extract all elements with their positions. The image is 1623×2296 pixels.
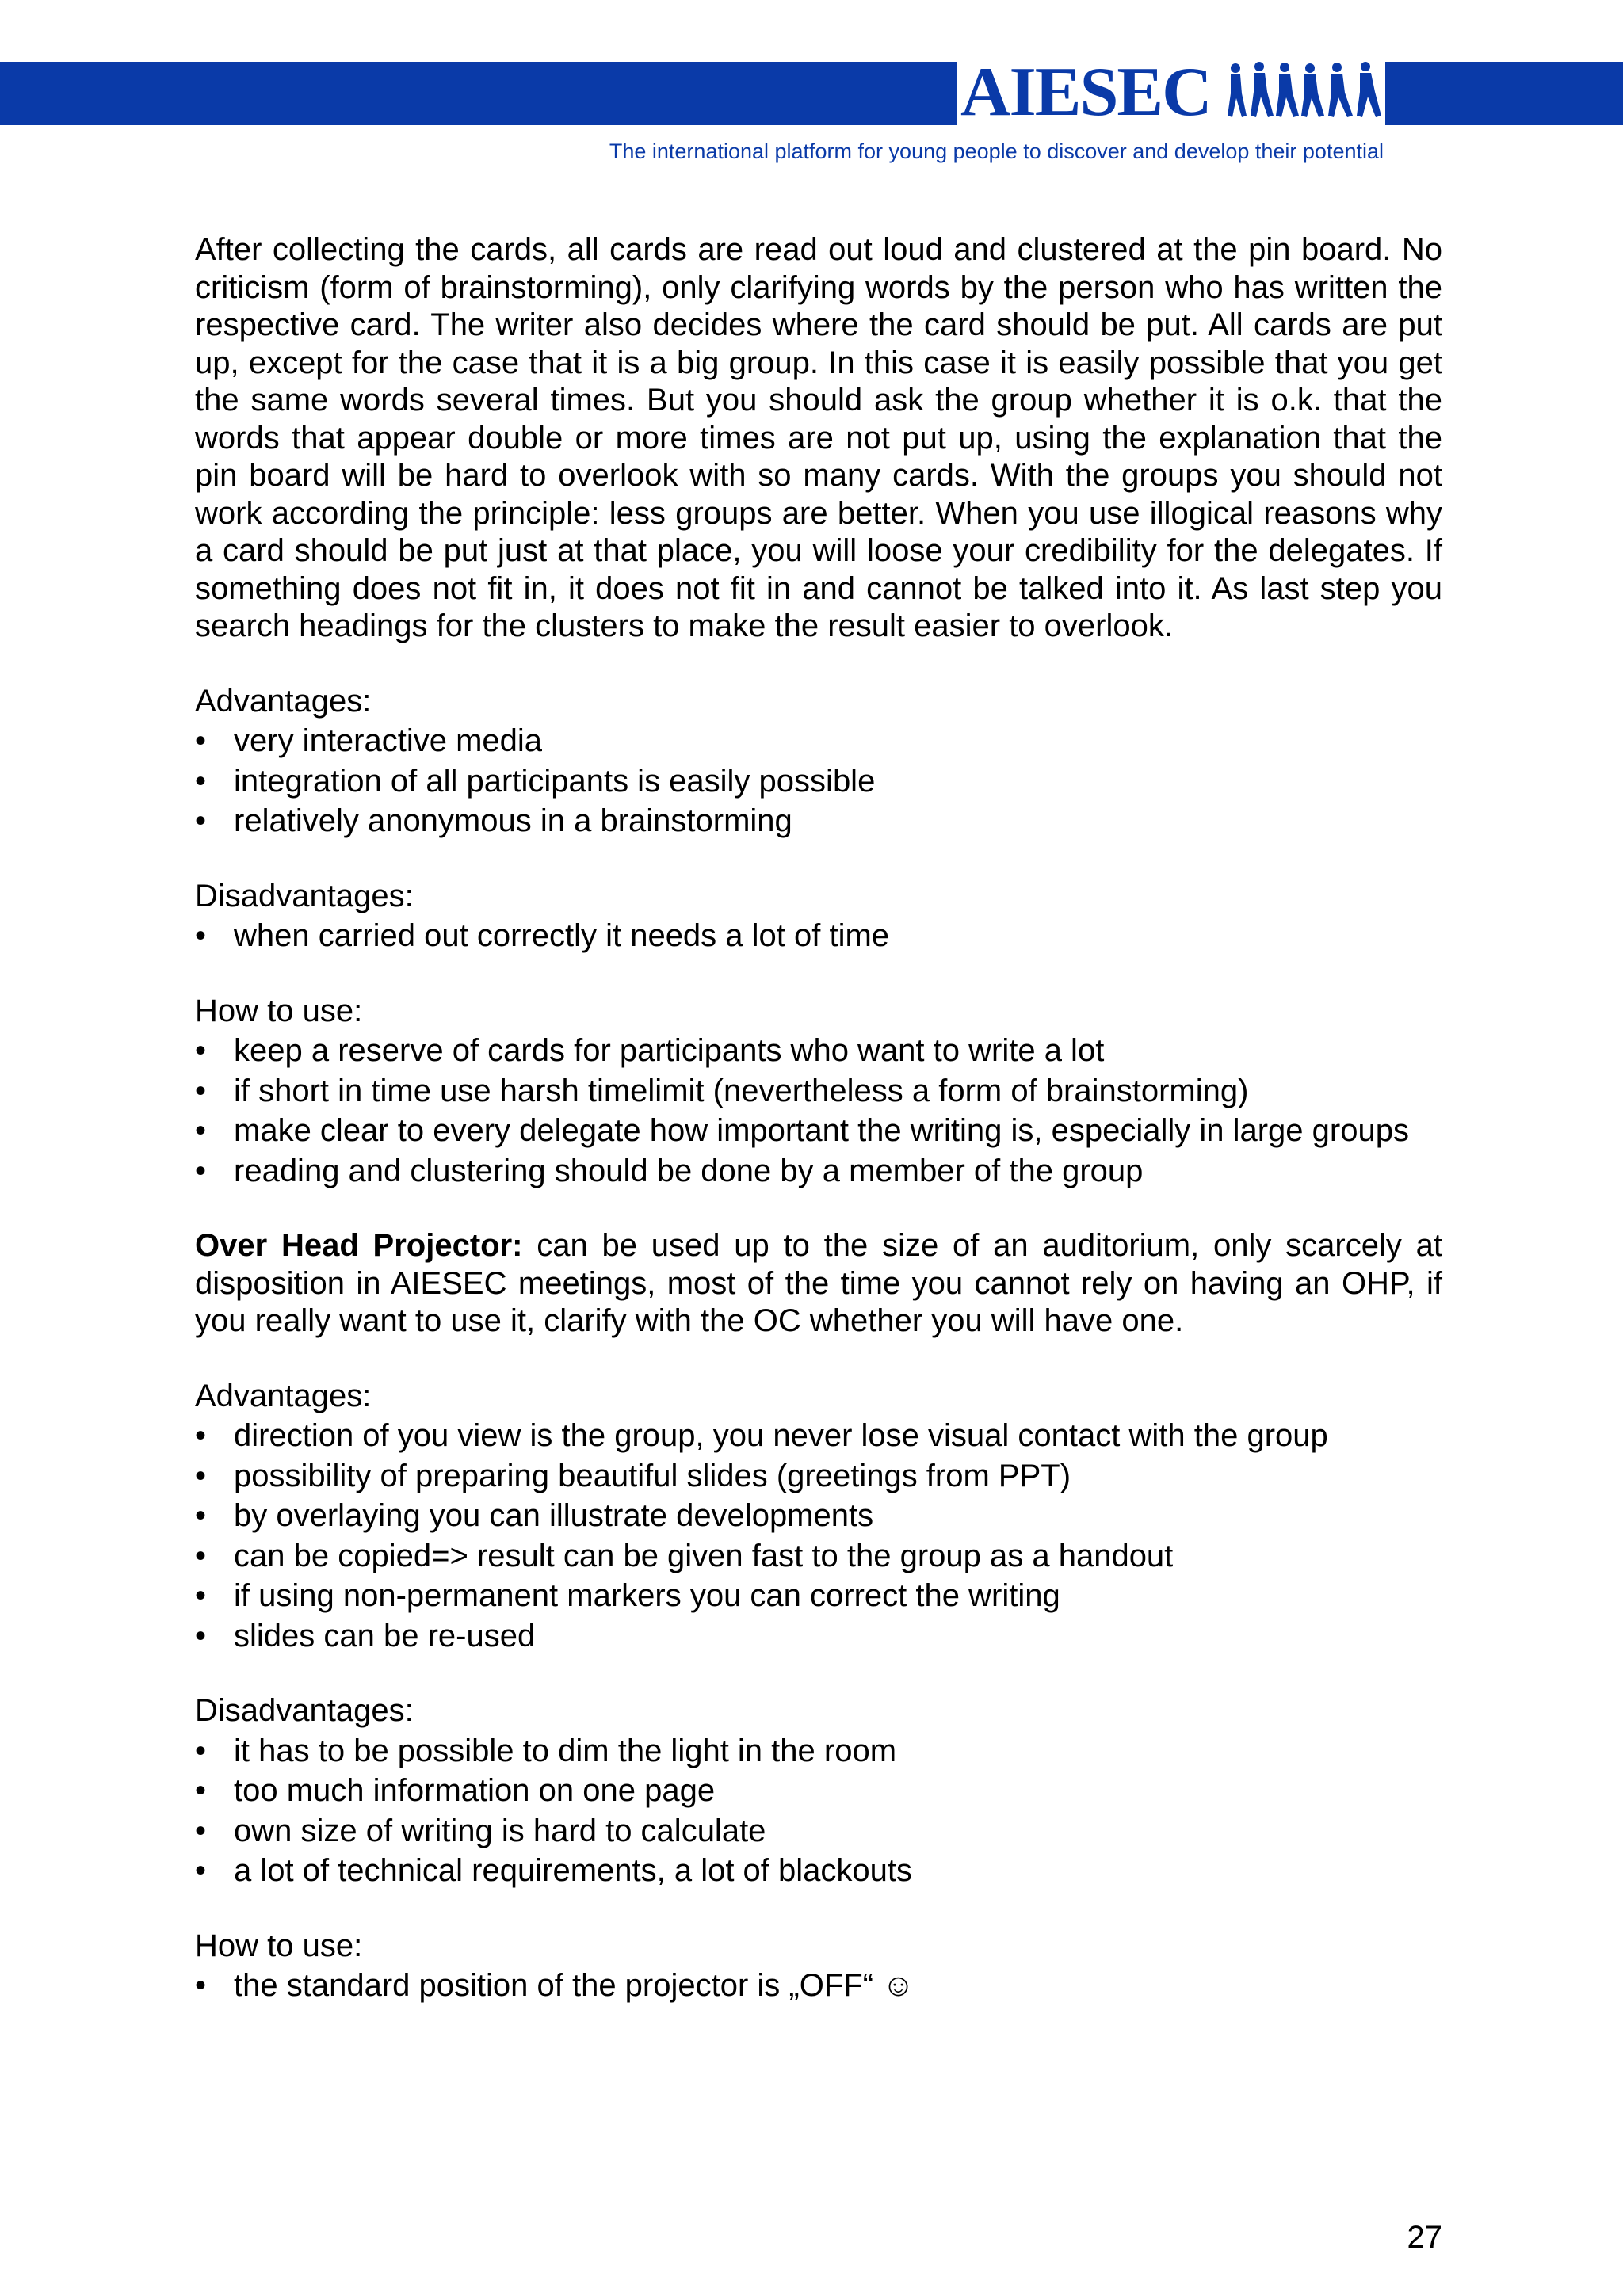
ohp-description: can be used up to the size of an auditorium, only scarcely at disposition in AIESEC meetings, most of the time you cannot rely on having an OHP, if you really want to use it, clarify with the OC whether you will have one. (195, 1228, 1442, 1338)
page-number: 27 (1407, 2220, 1442, 2255)
pinboard-advantages-label: Advantages: (195, 683, 372, 719)
ohp-disadvantages-list (195, 1733, 1442, 1890)
list-item: • relatively anonymous in a brainstorming (195, 803, 1442, 841)
list-item: • integration of all participants is easily possible (195, 763, 1442, 801)
list-item: • keep a reserve of cards for participants who want to write a lot (195, 1032, 1442, 1070)
pinboard-howto-label: How to use: (195, 993, 363, 1028)
ohp-howto-list (195, 1967, 1442, 2005)
ohp-howto-label: How to use: (195, 1928, 363, 1963)
ohp-advantages-label: Advantages: (195, 1378, 372, 1413)
list-item: • very interactive media (195, 723, 1442, 761)
aiesec-logo: AIESEC (960, 54, 1211, 131)
tagline: The international platform for young people to discover and develop their potential (609, 139, 1384, 163)
list-item: • it has to be possible to dim the light in the room (195, 1733, 1442, 1771)
list-item: • too much information on one page (195, 1772, 1442, 1810)
pinboard-howto-list (195, 1032, 1442, 1190)
list-item: • reading and clustering should be done by a member of the group (195, 1153, 1442, 1191)
list-item: • can be copied=> result can be given fast to the group as a handout (195, 1538, 1442, 1576)
walking-people-logo-icon (1224, 60, 1383, 125)
ohp-paragraph (195, 1227, 1442, 1341)
intro-paragraph: After collecting the cards, all cards are read out loud and clustered at the pin board. No criticism (form of brainstorming), only clarifying words by the person who has written the respective card. The writer also decides where the card should be put. All cards are put up, except for the case that it is a big group. In this case it is easily possible that you get the same words several times. But you should ask the group whether it is o.k. that the words that appear double or more times are not put up, using the explanation that the pin board will be hard to overlook with so many cards. With the groups you should not work according the principle: less groups are better. When you use illogical reasons why a card should be put just at that place, you will loose your credibility for the delegates. If something does not fit in, it does not fit in and cannot be talked into it. As last step you search headings for the clusters to make the result easier to overlook. (195, 232, 1442, 643)
ohp-advantages-list (195, 1417, 1442, 1655)
list-item: • by overlaying you can illustrate developments (195, 1497, 1442, 1535)
list-item: • when carried out correctly it needs a lot of time (195, 917, 1442, 955)
ohp-disadvantages-label: Disadvantages: (195, 1693, 414, 1728)
list-item: • own size of writing is hard to calculate (195, 1813, 1442, 1851)
pinboard-advantages-list (195, 723, 1442, 841)
list-item: • make clear to every delegate how important the writing is, especially in large groups (195, 1112, 1442, 1150)
pinboard-disadvantages-list (195, 917, 1442, 955)
list-item: • direction of you view is the group, you never lose visual contact with the group (195, 1417, 1442, 1455)
pinboard-disadvantages-label: Disadvantages: (195, 878, 414, 913)
ohp-heading: Over Head Projector: (195, 1228, 523, 1263)
list-item: • possibility of preparing beautiful slides (greetings from PPT) (195, 1458, 1442, 1496)
list-item: • the standard position of the projector is „OFF“ ☺ (195, 1967, 1442, 2005)
list-item: • if using non-permanent markers you can correct the writing (195, 1577, 1442, 1615)
list-item: • slides can be re-used (195, 1618, 1442, 1656)
page-content (195, 231, 1442, 2005)
list-item: • if short in time use harsh timelimit (nevertheless a form of brainstorming) (195, 1073, 1442, 1111)
list-item: • a lot of technical requirements, a lot of blackouts (195, 1852, 1442, 1890)
